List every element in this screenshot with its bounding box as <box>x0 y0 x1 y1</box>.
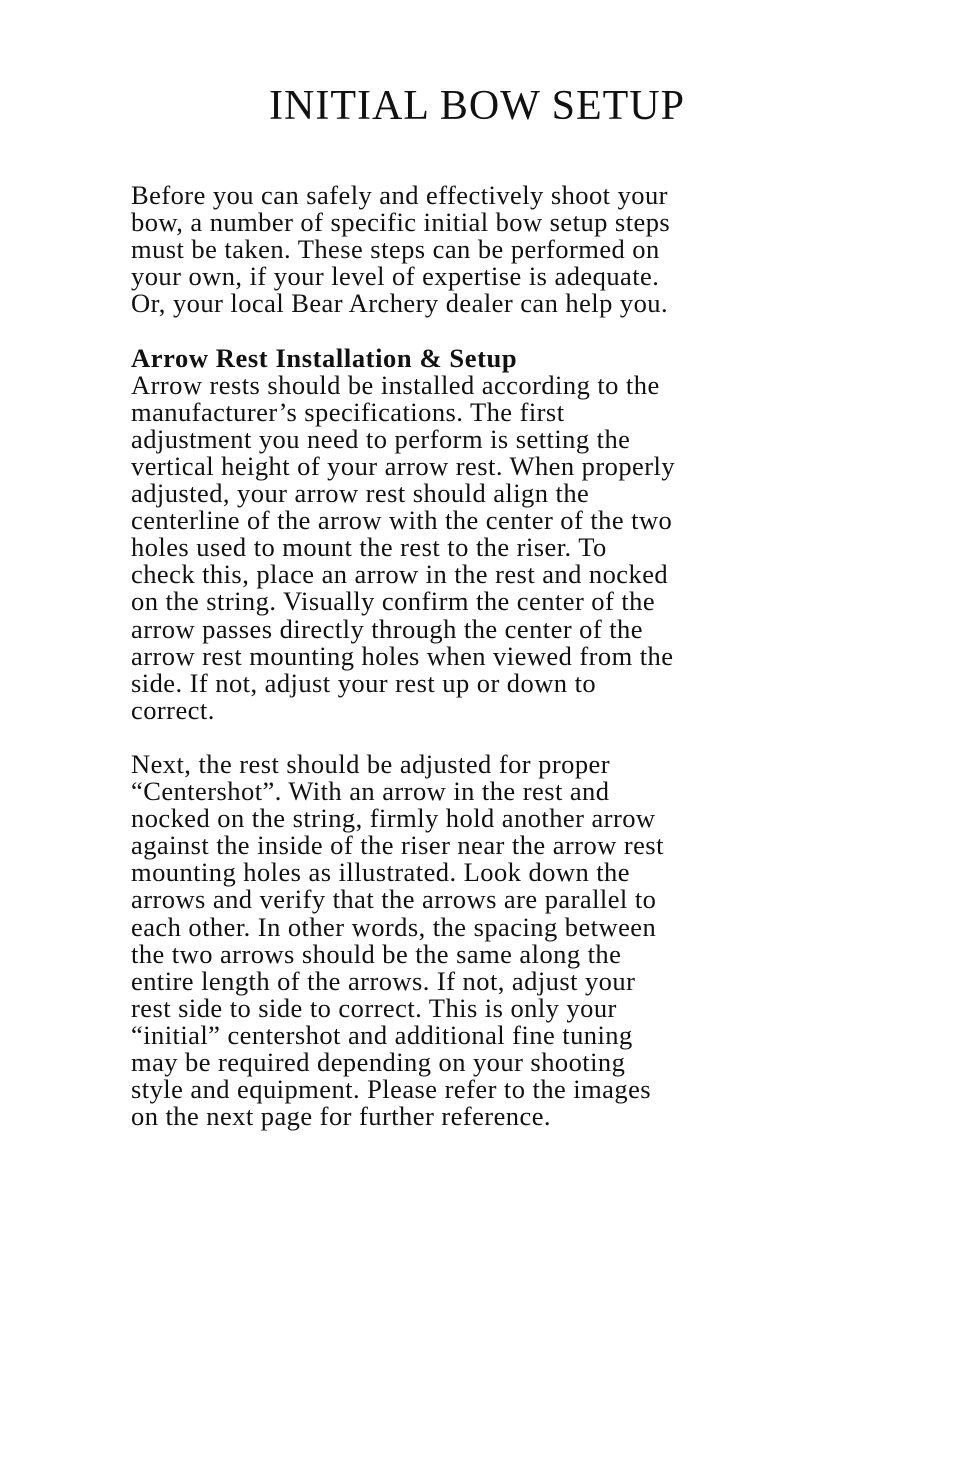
body-line: may be required depending on your shooting <box>131 1047 626 1077</box>
section-heading: Arrow Rest Installation & Setup <box>131 342 518 373</box>
body-line: mounting holes as illustrated. Look down the <box>131 857 630 888</box>
body-line: arrow rest mounting holes when viewed from the <box>131 640 674 671</box>
body-line: “Centershot”. With an arrow in the rest and <box>131 776 610 807</box>
body-line: each other. In other words, the spacing between <box>131 911 657 942</box>
body-line: Next, the rest should be adjusted for proper <box>131 748 611 779</box>
page-title: INITIAL BOW SETUP <box>269 83 685 129</box>
body-line: against the inside of the riser near the arrow rest <box>131 830 664 861</box>
body-line: entire length of the arrows. If not, adjust your <box>131 965 636 996</box>
body-line: style and equipment. Please refer to the images <box>131 1074 652 1105</box>
body-line: side. If not, adjust your rest up or down to <box>131 667 597 698</box>
body-line: adjustment you need to perform is setting the <box>131 423 631 454</box>
body-line: vertical height of your arrow rest. When properly <box>131 450 676 481</box>
body-line: nocked on the string, firmly hold another arrow <box>131 803 656 834</box>
intro-line: must be taken. These steps can be performed on <box>131 234 660 265</box>
page-content <box>131 182 831 1130</box>
centershot-paragraph <box>131 748 831 1132</box>
body-line: the two arrows should be the same along the <box>131 938 622 969</box>
body-line: adjusted, your arrow rest should align the <box>131 478 590 509</box>
intro-line: Before you can safely and effectively shoot your <box>131 180 668 210</box>
intro-line: your own, if your level of expertise is adequate. <box>131 261 660 292</box>
paragraph-spacer <box>131 317 831 344</box>
body-line: holes used to mount the rest to the riser. To <box>131 532 607 563</box>
body-line: correct. <box>131 694 215 725</box>
body-line: arrows and verify that the arrows are parallel to <box>131 884 657 915</box>
body-line: rest side to side to correct. This is only your <box>131 992 617 1023</box>
body-line: Arrow rests should be installed according to the <box>131 369 660 400</box>
intro-line: bow, a number of specific initial bow setup steps <box>131 207 671 238</box>
arrow-rest-height-paragraph <box>131 369 831 725</box>
intro-paragraph <box>131 182 831 317</box>
body-line: on the string. Visually confirm the center of the <box>131 586 656 617</box>
body-line: manufacturer’s specifications. The first <box>131 396 565 427</box>
body-line: check this, place an arrow in the rest and nocked <box>131 559 669 590</box>
body-line: centerline of the arrow with the center of the two <box>131 505 673 536</box>
intro-line: Or, your local Bear Archery dealer can help you. <box>131 288 669 319</box>
body-line: on the next page for further reference. <box>131 1101 551 1132</box>
paragraph-spacer <box>131 724 831 751</box>
body-line: “initial” centershot and additional fine tuning <box>131 1019 633 1050</box>
body-line: arrow passes directly through the center of the <box>131 613 643 644</box>
